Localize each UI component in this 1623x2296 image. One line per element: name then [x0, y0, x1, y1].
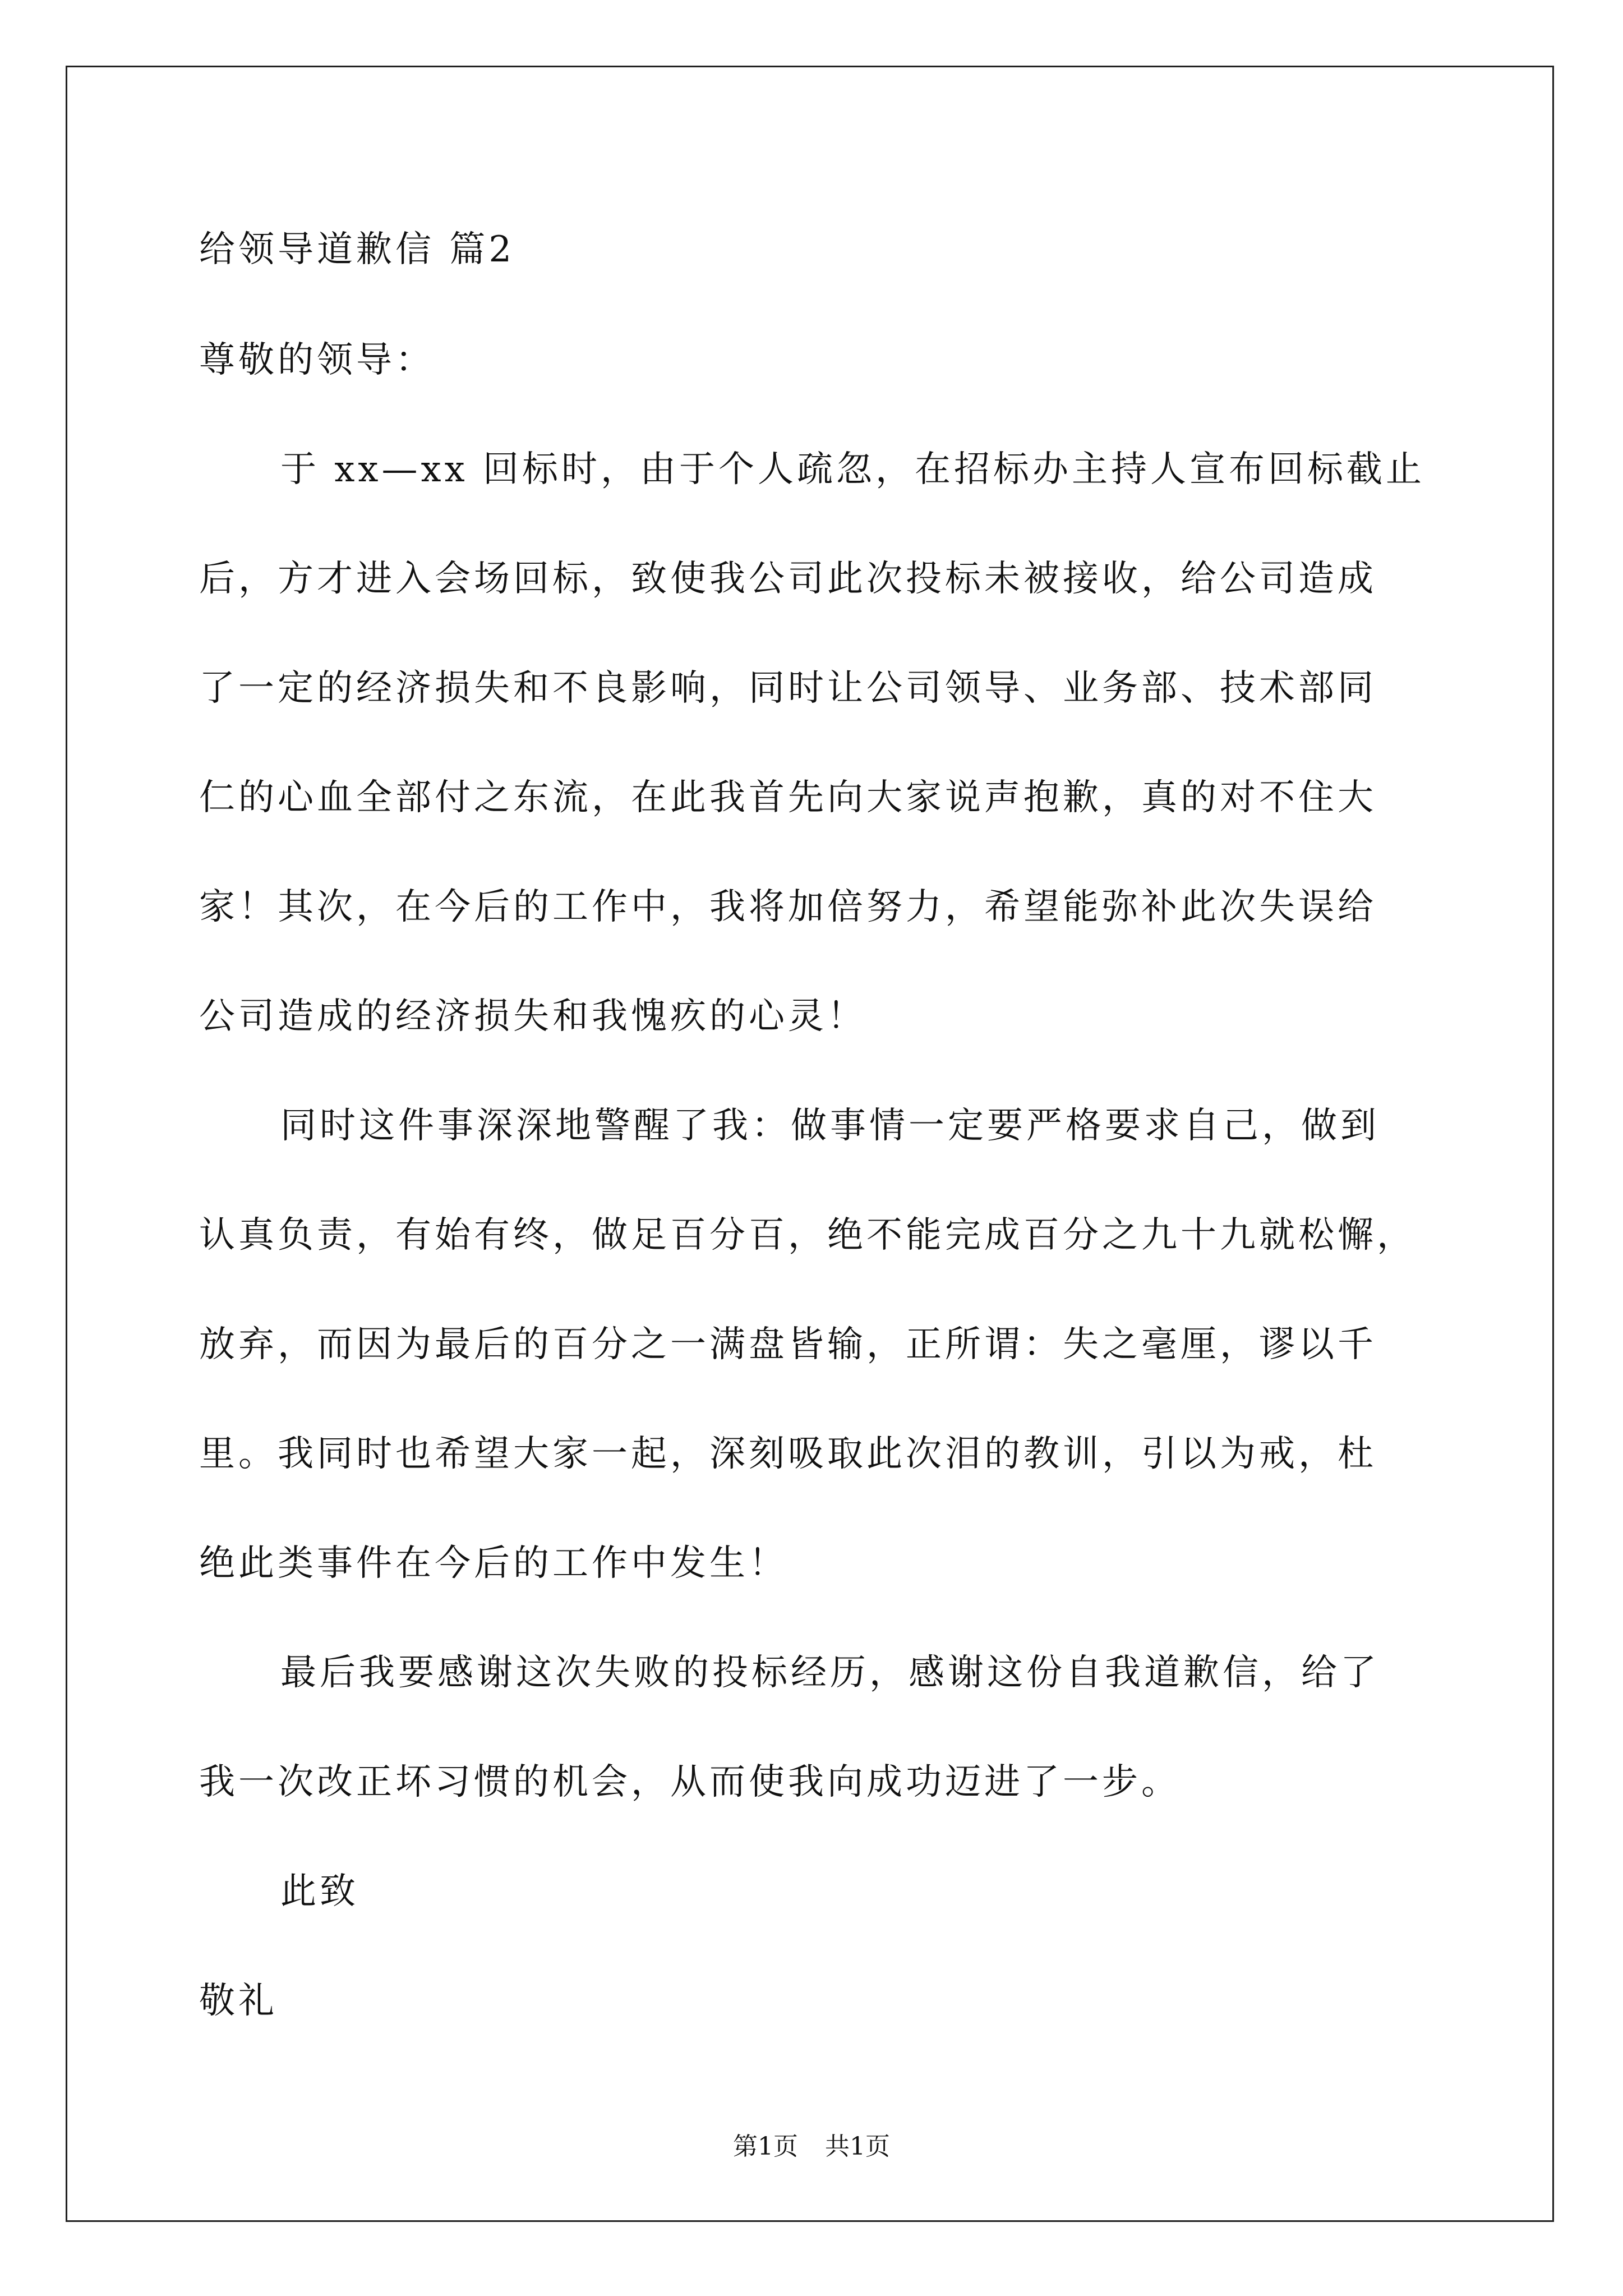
body-line: 同时这件事深深地警醒了我：做事情一定要严格要求自己，做到: [280, 1105, 1380, 1147]
body-line: 仁的心血全部付之东流，在此我首先向大家说声抱歉，真的对不住大: [199, 777, 1377, 818]
salutation: 尊敬的领导：: [199, 339, 435, 381]
closing-salute: 敬礼: [199, 1980, 278, 2022]
body-line: 公司造成的经济损失和我愧疚的心灵！: [199, 996, 866, 1037]
body-line: 于 xx—xx 回标时，由于个人疏忽，在招标办主持人宣布回标截止: [280, 449, 1426, 490]
body-line: 最后我要感谢这次失败的投标经历，感谢这份自我道歉信，给了: [280, 1652, 1380, 1694]
body-line: 绝此类事件在今后的工作中发生！: [199, 1543, 788, 1584]
page-number: 第1页: [733, 2132, 798, 2161]
document-title: 给领导道歉信 篇2: [199, 229, 515, 270]
page-total: 共1页: [825, 2132, 890, 2161]
body-line: 放弃，而因为最后的百分之一满盘皆输，正所谓：失之毫厘，谬以千: [199, 1324, 1377, 1365]
body-line: 家！其次，在今后的工作中，我将加倍努力，希望能弥补此次失误给: [199, 886, 1377, 928]
body-line: 认真负责，有始有终，做足百分百，绝不能完成百分之九十九就松懈，: [199, 1214, 1416, 1256]
body-line: 后，方才进入会场回标，致使我公司此次投标未被接收，给公司造成: [199, 558, 1377, 600]
body-line: 里。我同时也希望大家一起，深刻吸取此次泪的教训，引以为戒，杜: [199, 1433, 1377, 1475]
body-line: 我一次改正坏习惯的机会，从而使我向成功迈进了一步。: [199, 1761, 1181, 1803]
closing-line: 此致: [280, 1871, 359, 1912]
page-footer: [0, 2134, 1623, 2159]
body-line: 了一定的经济损失和不良影响，同时让公司领导、业务部、技术部同: [199, 668, 1377, 709]
